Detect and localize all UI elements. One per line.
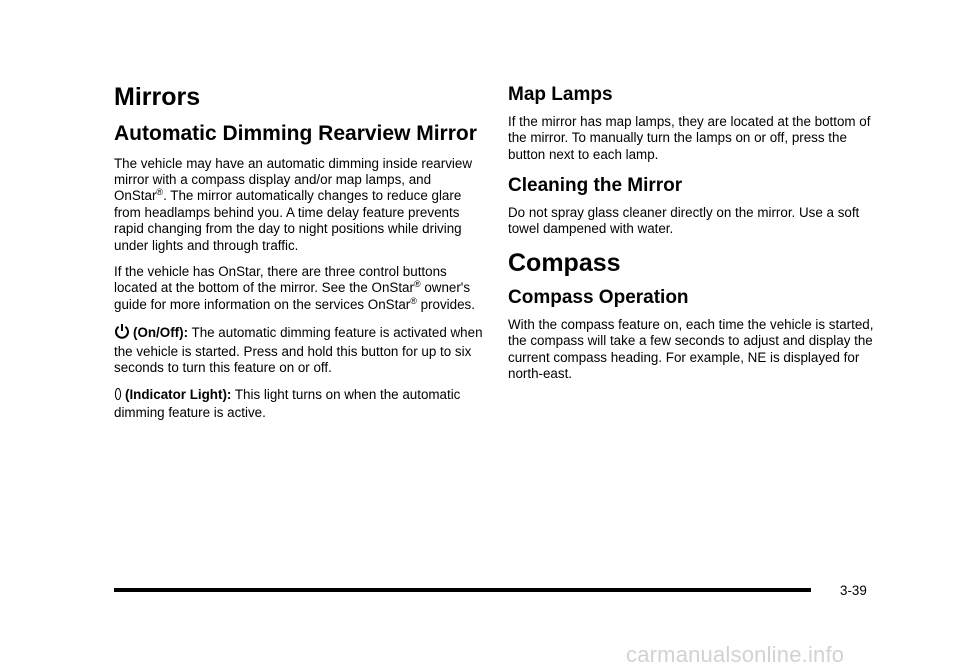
paragraph-onstar-buttons: If the vehicle has OnStar, there are three control buttons located at the bottom of the mirror. See the OnStar® owner's guide for more information on the services OnStar® provides. [114, 264, 475, 312]
paragraph-compass-operation: With the compass feature on, each time the vehicle is started, the compass will take a few seconds to adjust and display the current compass heading. For example, NE is displayed for north-east. [508, 317, 874, 382]
paragraph-auto-dimming-intro: The vehicle may have an automatic dimming inside rearview mirror with a compass display and/or map lamps, and OnStar®. The mirror automatically changes to reduce glare from headlamps behind you. A time delay feature prevents rapid changing from the day to night positions while driving under lights and through traffic. [114, 155, 472, 253]
paragraph-cleaning: Do not spray glass cleaner directly on the mirror. Use a soft towel dampened with water. [508, 204, 860, 237]
paragraph-indicator-light: (Indicator Light): This light turns on when the automatic dimming feature is active. [114, 386, 461, 420]
right-column [508, 84, 878, 393]
section-heading-auto-dimming: Automatic Dimming Rearview Mirror [114, 121, 477, 145]
left-column [114, 84, 484, 431]
indicator-term: (Indicator Light): [125, 386, 232, 402]
section-heading-map-lamps: Map Lamps [508, 84, 613, 105]
page-number: 3-39 [840, 583, 867, 598]
compass-title: Compass [508, 248, 621, 277]
section-heading-cleaning: Cleaning the Mirror [508, 175, 683, 197]
registered-mark: ® [410, 295, 417, 306]
section-heading-compass-operation: Compass Operation [508, 287, 689, 309]
watermark: carmanualsonline.info [626, 642, 845, 667]
page-title: Mirrors [114, 83, 201, 111]
registered-mark: ® [156, 187, 164, 198]
footer-rule [114, 588, 811, 592]
registered-mark: ® [413, 279, 421, 290]
indicator-light-icon [114, 387, 122, 405]
onoff-term: (On/Off): [133, 325, 189, 341]
paragraph-onoff-button: (On/Off): The automatic dimming feature is activated when the vehicle is started. Press and hold this button for up to six seconds to turn this feature on or off. [114, 325, 483, 376]
power-icon [114, 323, 130, 343]
paragraph-map-lamps: If the mirror has map lamps, they are located at the bottom of the mirror. To manually turn the lamps on or off, press the button next to each lamp. [508, 113, 871, 162]
